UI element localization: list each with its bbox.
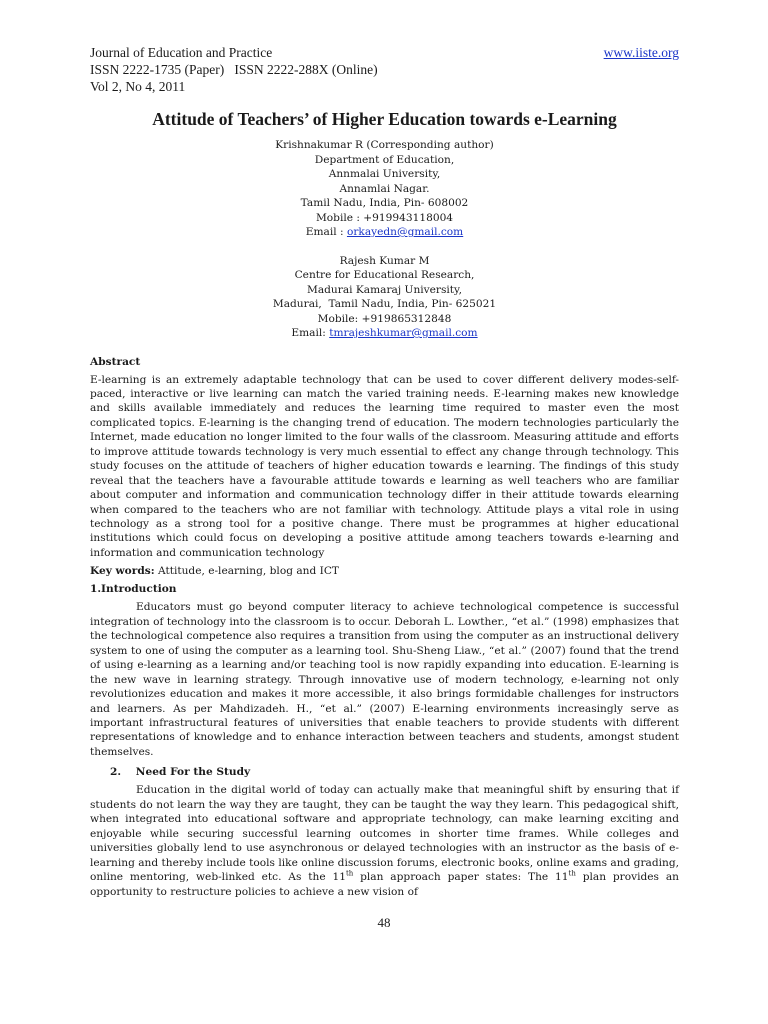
author-2-univ: Madurai Kamaraj University, [306,283,462,296]
author-1-dept: Department of Education, [314,153,455,166]
author-1-univ: Annmalai University, [328,168,441,180]
need-for-study-text [90,783,679,899]
author-2-email-label: Email: [291,327,330,339]
author-1-mobile: Mobile : +919943118004 [315,211,454,224]
author-1-email-line [90,225,679,240]
keywords-label: Key words: [90,565,155,578]
paper-page [90,44,679,899]
author-1 [90,138,679,240]
keywords-text: Attitude, e-learning, blog and ICT [154,565,339,578]
paper-title: Attitude of Teachers’ of Higher Education towards e-Learning [152,109,617,129]
introduction-text: Educators must go beyond computer literacy to achieve technological competence is successful integration of technology into the classroom is to occur. Deborah L. Lowther., “et al.” (1998) emphasizes that the technological competence also requires a transition from using the computer as an instructional delivery system to one of using the computer as a learning tool. Shu-Sheng Liaw., “et al.” (2007) found that the trend of using e-learning as a learning and/or teaching tool is now rapidly expanding into education. E-learning is the new wave in learning strategy. Through innovative use of modern technology, e-learning not only revolutionizes education and makes it more accessible, it also brings formidable challenges for instructors and learners. As per Mahdizadeh. H., “et al.” (2007) E-learning environments increasingly serve as important infrastructural features of universities that enable teachers to provide students with different representations of knowledge and to enhance interaction between teachers and students, amongst student themselves. [90,601,679,758]
author-2-dept: Centre for Educational Research, [294,269,475,281]
abstract-text: E-learning is an extremely adaptable technology that can be used to cover different delivery modes-self-paced, interactive or live learning can match the varied training needs. E-learning makes new knowledge and skills available immediately and reduces the learning time required to master even the most complicated topics. E-learning is the changing trend of education. The modern technologies particularly the Internet, made education no longer limited to the four walls of the classroom. Measuring attitude and efforts to improve attitude towards technology is very much essential to effect any change through technology. This study focuses on the attitude of teachers of higher education towards e learning. The findings of this study reveal that the teachers have a favourable attitude towards e learning as well teachers who are familiar about computer and information and communication technology differ in their attitude towards elearning when compared to the teachers who are not familiar with technology. Attitude plays a vital role in using technology as a strong tool for a positive change. There must be programmes at higher educational institutions which could focus on developing a positive attitude among teachers towards e-learning and information and communication technology [90,373,679,559]
author-2-place: Madurai, Tamil Nadu, India, Pin- 625021 [272,298,497,310]
author-list [90,138,679,341]
need-text-part-a: Education in the digital world of today can actually make that meaningful shift by ensuring that if students do not learn the way they are taught, they can be taught the way they learn. This pedagogical shift, when integrated into educational software and appropriate technology, can make learning exciting and enjoyable while securing successful learning outcomes in shorter time frames. While colleges and universities globally lend to use asynchronous or delayed technologies with an instructor as the basis of e-learning and thereby include tools like online discussion forums, electronic books, online exams and grading, online mentoring, web-linked etc. As the 11 [90,784,679,884]
journal-issn: ISSN 2222-1735 (Paper) ISSN 2222-288X (Online) [90,62,378,77]
superscript-th-b: th [568,869,576,878]
journal-volume: Vol 2, No 4, 2011 [90,79,186,94]
author-2 [90,254,679,341]
author-2-email-link[interactable]: tmrajeshkumar@gmail.com [329,327,478,339]
author-1-state: Tamil Nadu, India, Pin- 608002 [300,197,469,209]
journal-header [90,44,679,95]
journal-name: Journal of Education and Practice [90,45,273,60]
author-2-email-line [90,326,679,341]
superscript-th-a: th [345,869,354,878]
author-1-place: Annamlai Nagar. [339,182,430,195]
need-text-part-b: plan approach paper states: The 11 [353,871,569,884]
author-1-name: Krishnakumar R (Corresponding author) [275,139,494,151]
author-1-email-link[interactable]: orkayedn@gmail.com [346,226,464,238]
abstract-heading: Abstract [90,355,141,368]
introduction-heading: 1.Introduction [90,583,177,596]
author-1-email-label: Email : [305,226,347,238]
author-2-mobile: Mobile: +919865312848 [317,312,452,325]
page-number: 48 [377,915,391,930]
keywords-line [90,564,679,578]
need-for-study-heading: 2. Need For the Study [110,766,251,779]
author-2-name: Rajesh Kumar M [339,254,430,267]
journal-website-link[interactable]: www.iiste.org [603,45,679,60]
need-text-part-c: plan provides an opportunity to restructure policies to achieve a new vision of [90,871,679,898]
